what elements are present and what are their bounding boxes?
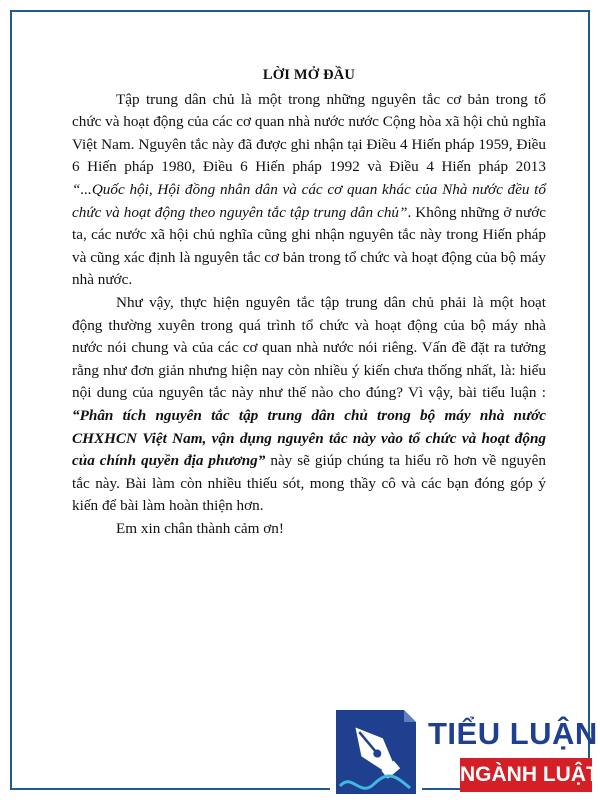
- paragraph-2-text-b: này sẽ giúp chúng ta hiểu rõ hơn về nguyên tắc này. Bài làm còn nhiều thiếu sót, mong thầy cô và các bạn đóng góp ý kiến để bài làm hoàn thiện hơn.: [72, 452, 546, 515]
- paragraph-3: Em xin chân thành cảm ơn!: [116, 519, 284, 537]
- pen-nib-icon: [330, 706, 422, 798]
- document-body: [72, 64, 546, 540]
- paragraph-2-text-a: Như vậy, thực hiện nguyên tắc tập trung dân chủ phải là một hoạt động thường xuyên trong quá trình tổ chức và hoạt động của bộ máy nhà nước nói chung và của các cơ quan nhà nước nói riêng. Vấn đề đặt ra tưởng rằng như đơn giản nhưng hiện nay còn nhiều ý kiến chưa thống nhất, là: hiểu nội dung của nguyên tắc này như thế nào cho đúng? Vì vậy, bài tiểu luận :: [72, 293, 546, 402]
- paragraph-1-text-a: Tập trung dân chủ là một trong những nguyên tắc cơ bản trong tổ chức và hoạt động của các cơ quan nhà nước nước Cộng hòa xã hội chủ nghĩa Việt Nam. Nguyên tắc này đã được ghi nhận tại Điều 4 Hiến pháp 1959, Điều 6 Hiến pháp 1980, Điều 6 Hiến pháp 1992 và Điều 4 Hiến pháp 2013: [72, 90, 546, 176]
- brand-logo: [330, 706, 598, 798]
- paragraph-1-quote: “...Quốc hội, Hội đồng nhân dân và các cơ quan khác của Nhà nước đều tổ chức và hoạt động theo nguyên tắc tập trung dân chủ”: [72, 180, 546, 221]
- brand-name-bottom: NGÀNH LUẬT: [460, 758, 592, 792]
- paragraph-2-topic: “Phân tích nguyên tắc tập trung dân chủ trong bộ máy nhà nước CHXHCN Việt Nam, vận dụng nguyên tắc này vào tổ chức và hoạt động của chính quyền địa phương”: [72, 406, 546, 470]
- paragraph-1: [72, 89, 546, 292]
- paragraph-1-text-b: . Không những ở nước ta, các nước xã hội chủ nghĩa cũng ghi nhận nguyên tắc này trong Hiến pháp và cũng xác định là nguyên tắc cơ bản trong tổ chức và hoạt động của bộ máy nhà nước.: [72, 203, 546, 289]
- document-title: LỜI MỞ ĐẦU: [262, 67, 356, 83]
- paragraph-2: [72, 292, 546, 518]
- brand-name-top: TIỂU LUẬN: [428, 716, 598, 751]
